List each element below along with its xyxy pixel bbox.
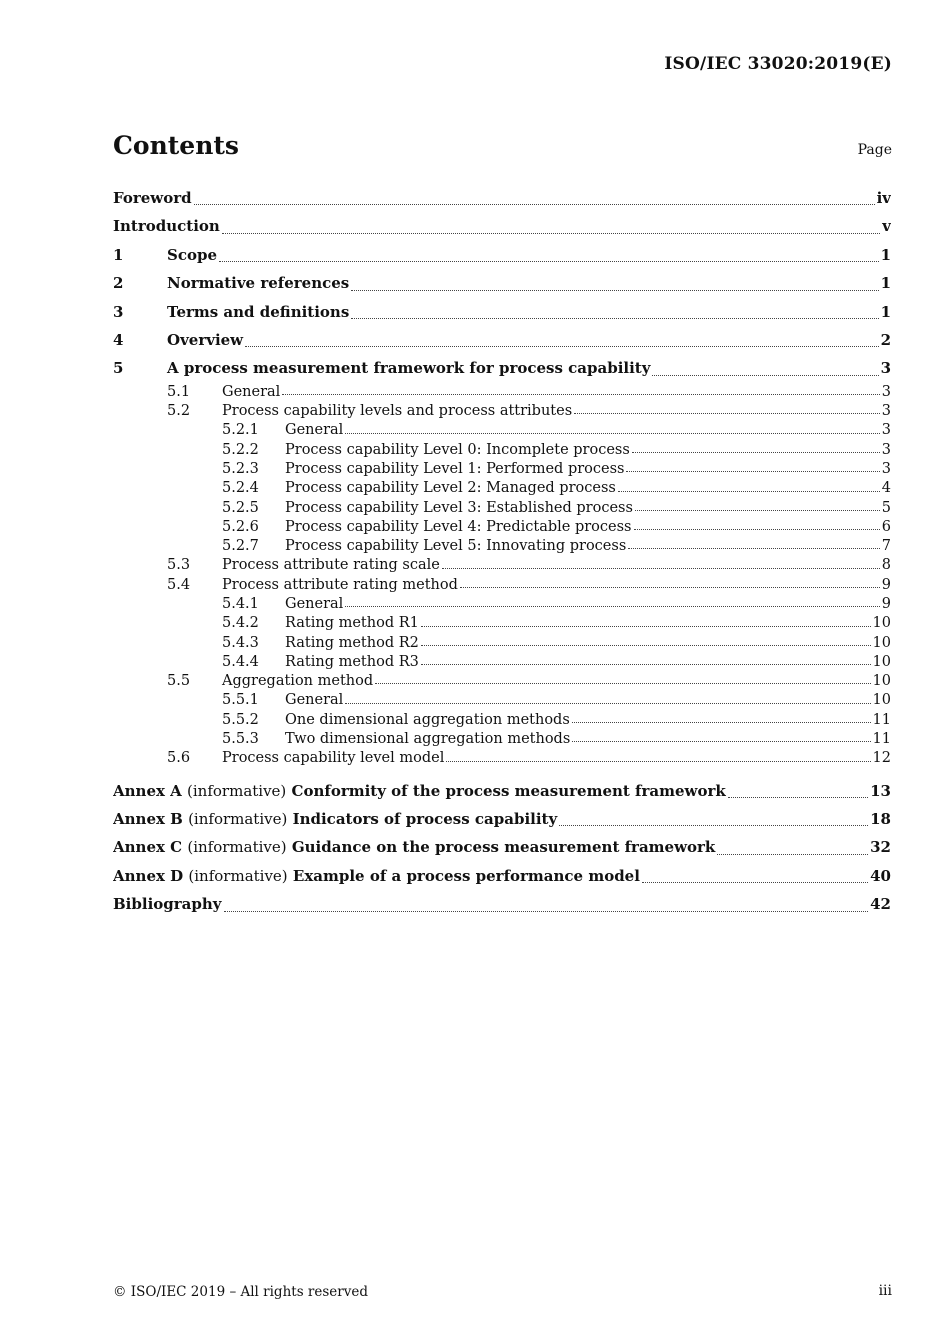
toc-entry-title: Conformity of the process measurement framework <box>291 781 726 800</box>
toc-entry[interactable] <box>113 711 891 730</box>
toc-entry-number: 5.2.5 <box>222 499 259 516</box>
toc-entry-title-group <box>113 890 222 918</box>
dot-leader <box>572 718 871 723</box>
toc-entry-page: 6 <box>881 518 891 535</box>
toc-entry-title-group <box>113 184 192 212</box>
toc-entry[interactable] <box>113 441 891 460</box>
toc-entry-title-group <box>167 298 349 326</box>
toc-entry-title-group <box>285 595 343 614</box>
toc-entry-page: 3 <box>881 441 891 458</box>
dot-leader <box>351 286 878 291</box>
toc-entry-number: 5.4.1 <box>222 596 259 612</box>
toc-entry-number: 5.5.1 <box>222 692 259 709</box>
toc-entry-title-group <box>285 499 633 518</box>
toc-entry[interactable] <box>113 241 891 269</box>
dot-leader <box>345 699 870 704</box>
toc-entry-title-group <box>113 777 726 805</box>
toc-entry-title-group <box>167 354 650 382</box>
toc-entry-title: General <box>285 422 344 439</box>
toc-entry-page: 10 <box>872 673 891 690</box>
toc-entry-page: 1 <box>880 245 891 264</box>
toc-entry-number: 5.2.1 <box>222 422 259 439</box>
toc-entry-title-group <box>113 862 640 890</box>
toc-entry-page: 10 <box>872 692 891 709</box>
toc-entry-page: 5 <box>881 499 891 516</box>
toc-entry-number: 5.5 <box>167 673 191 690</box>
toc-entry-page: 9 <box>881 576 891 593</box>
toc-entry-title: One dimensional aggregation methods <box>285 711 570 728</box>
dot-leader <box>717 850 868 855</box>
dot-leader <box>421 622 871 627</box>
dot-leader <box>442 564 880 569</box>
toc-entry-title-group <box>285 711 570 730</box>
standard-identifier: ISO/IEC 33020:2019(E) <box>664 54 892 74</box>
toc-entry-title-group <box>285 441 630 460</box>
dot-leader <box>728 793 868 798</box>
toc-entry-page: 10 <box>872 653 891 670</box>
dot-leader <box>642 878 868 883</box>
dot-leader <box>572 737 870 742</box>
toc-entry-title-group <box>222 402 572 421</box>
toc-entry-title-group <box>285 730 570 749</box>
toc-entry-title: A process measurement framework for process capability <box>167 359 651 378</box>
dot-leader <box>626 467 879 472</box>
toc-entry-number: 2 <box>113 274 124 293</box>
dot-leader <box>421 641 871 646</box>
copyright-notice: © ISO/IEC 2019 – All rights reserved <box>113 1284 368 1300</box>
toc-entry-page: 11 <box>872 731 891 748</box>
dot-leader <box>446 757 870 762</box>
toc-entry-page: 1 <box>880 274 891 293</box>
toc-entry[interactable] <box>113 672 891 691</box>
toc-entry-number: 5.4 <box>167 576 191 593</box>
table-of-contents <box>113 184 891 919</box>
toc-entry-title-group <box>222 749 444 768</box>
dot-leader <box>224 907 869 912</box>
toc-entry-number: 3 <box>113 302 124 321</box>
toc-entry[interactable] <box>113 862 891 890</box>
toc-entry-page: 3 <box>881 422 891 439</box>
toc-entry-title-group <box>113 212 220 240</box>
toc-entry[interactable] <box>113 653 891 672</box>
toc-entry-page: 10 <box>872 634 891 651</box>
toc-entry-page: 3 <box>881 383 891 400</box>
toc-entry-title-group <box>285 518 632 537</box>
toc-entry-title: Indicators of process capability <box>292 810 558 829</box>
toc-entry[interactable] <box>113 518 891 537</box>
toc-entry[interactable] <box>113 269 891 297</box>
dot-leader <box>574 409 880 414</box>
toc-entry-title: Terms and definitions <box>167 302 350 321</box>
toc-entry-number: 5.2.3 <box>222 460 259 477</box>
toc-entry-title: Foreword <box>113 189 192 207</box>
toc-entry-title: Guidance on the process measurement framework <box>291 838 716 857</box>
toc-entry-number: 5.4.2 <box>222 615 259 632</box>
toc-entry-number: 5 <box>113 359 124 378</box>
toc-entry-title: Process capability Level 0: Incomplete process <box>285 441 630 458</box>
toc-entry-title-group <box>167 241 217 269</box>
toc-entry[interactable] <box>113 614 891 633</box>
toc-entry-title: Process capability Level 5: Innovating process <box>285 538 627 555</box>
toc-entry[interactable] <box>113 421 891 440</box>
toc-entry-number: 5.2.6 <box>222 518 259 535</box>
toc-entry-title: Introduction <box>113 217 220 236</box>
toc-entry-title: Bibliography <box>113 895 222 914</box>
toc-entry-number: 5.2.7 <box>222 538 259 555</box>
toc-entry-title-group <box>222 672 373 691</box>
toc-entry-title-group <box>285 614 419 633</box>
toc-entry[interactable] <box>113 556 891 575</box>
toc-entry-title: Process capability levels and process attributes <box>222 403 573 420</box>
dot-leader <box>618 487 880 492</box>
dot-leader <box>460 583 880 588</box>
toc-entry-page: 3 <box>881 460 891 477</box>
toc-entry-title: Example of a process performance model <box>292 866 640 885</box>
toc-entry-title: Rating method R3 <box>285 653 419 670</box>
dot-leader <box>219 257 879 262</box>
toc-entry-title-group <box>285 460 624 479</box>
toc-entry-title-group <box>113 805 557 833</box>
toc-entry-title: Process capability Level 4: Predictable process <box>285 518 632 535</box>
annex-qualifier: (informative) <box>187 781 287 800</box>
toc-entry-title: Process capability Level 1: Performed process <box>285 460 625 477</box>
toc-entry[interactable] <box>113 298 891 326</box>
toc-entry-number: 5.2.4 <box>222 480 259 497</box>
toc-entry-number: 4 <box>113 330 124 349</box>
toc-entry-title: Scope <box>167 245 218 264</box>
toc-entry-number: 5.5.3 <box>222 731 259 748</box>
toc-entry[interactable] <box>113 833 891 861</box>
dot-leader <box>559 821 868 826</box>
toc-entry-title-group <box>285 691 343 710</box>
contents-heading: Contents <box>113 131 240 160</box>
toc-entry-page: 8 <box>881 557 891 574</box>
page-number: iii <box>878 1283 892 1299</box>
toc-entry-title: Rating method R1 <box>285 615 419 632</box>
toc-entry-title-group <box>285 634 419 653</box>
toc-entry[interactable] <box>113 537 891 556</box>
annex-label: Annex A <box>113 781 182 800</box>
toc-entry-page: 12 <box>872 750 891 767</box>
toc-entry-title: Two dimensional aggregation methods <box>285 731 571 748</box>
toc-entry-number: 5.2 <box>167 403 191 420</box>
dot-leader <box>421 660 871 665</box>
toc-entry-title-group <box>222 576 458 595</box>
annex-qualifier: (informative) <box>187 838 287 857</box>
toc-entry-title-group <box>285 537 626 556</box>
toc-entry[interactable] <box>113 730 891 749</box>
toc-entry-title: Rating method R2 <box>285 634 419 651</box>
toc-entry[interactable] <box>113 460 891 479</box>
toc-entry-page: v <box>882 217 891 236</box>
toc-entry-page: 18 <box>870 810 891 829</box>
toc-entry[interactable] <box>113 326 891 354</box>
toc-entry-page: 7 <box>881 538 891 555</box>
toc-entry-number: 5.4.3 <box>222 634 259 651</box>
toc-entry-page: 13 <box>870 781 891 800</box>
toc-entry-page: 4 <box>881 480 891 497</box>
dot-leader <box>351 314 878 319</box>
dot-leader <box>632 448 880 453</box>
toc-entry-page: 11 <box>872 711 891 728</box>
toc-entry[interactable] <box>113 212 891 240</box>
toc-entry-number: 5.1 <box>167 383 191 400</box>
toc-entry-page: 1 <box>880 302 891 321</box>
page-column-label: Page <box>857 142 892 158</box>
toc-entry-title: Process capability Level 3: Established process <box>285 499 633 516</box>
toc-entry-title-group <box>167 269 349 297</box>
toc-entry-title: General <box>222 383 281 400</box>
toc-entry[interactable] <box>113 634 891 653</box>
annex-label: Annex C <box>113 838 183 857</box>
toc-entry-title-group <box>285 653 419 672</box>
toc-entry-title: Normative references <box>167 274 350 293</box>
toc-entry[interactable] <box>113 499 891 518</box>
toc-entry[interactable] <box>113 479 891 498</box>
toc-entry-page: 40 <box>870 866 891 885</box>
toc-entry-page: 10 <box>872 615 891 632</box>
toc-entry[interactable] <box>113 184 891 212</box>
dot-leader <box>628 544 879 549</box>
toc-entry-number: 1 <box>113 245 124 264</box>
toc-entry-title: Process attribute rating method <box>222 576 458 593</box>
dot-leader <box>345 602 879 607</box>
toc-entry[interactable] <box>113 777 891 805</box>
toc-entry[interactable] <box>113 354 891 382</box>
toc-entry-title: Aggregation method <box>222 673 374 690</box>
dot-leader <box>245 342 878 347</box>
toc-entry-title-group <box>222 556 440 575</box>
toc-entry-title-group <box>113 833 715 861</box>
toc-entry[interactable] <box>113 749 891 768</box>
toc-entry-title-group <box>285 421 343 440</box>
toc-entry-title: Process capability Level 2: Managed process <box>285 480 616 497</box>
toc-entry-page: 3 <box>881 403 891 420</box>
toc-entry-page: 2 <box>880 330 891 349</box>
toc-entry-title-group <box>285 479 616 498</box>
toc-entry[interactable] <box>113 402 891 421</box>
toc-entry-number: 5.3 <box>167 557 191 574</box>
toc-entry-page: 9 <box>881 596 891 612</box>
toc-entry[interactable] <box>113 890 891 918</box>
toc-entry-page: 42 <box>870 895 891 914</box>
toc-entry-title-group <box>167 326 243 354</box>
dot-leader <box>345 429 879 434</box>
toc-entry[interactable] <box>113 805 891 833</box>
toc-entry-number: 5.5.2 <box>222 711 259 728</box>
toc-entry-page: 3 <box>880 359 891 378</box>
toc-entry[interactable] <box>113 691 891 710</box>
dot-leader <box>194 200 875 205</box>
toc-entry-page: iv <box>876 189 891 207</box>
toc-entry-title-group <box>222 383 280 402</box>
toc-entry-number: 5.6 <box>167 750 191 767</box>
dot-leader <box>222 229 880 234</box>
dot-leader <box>635 506 880 511</box>
toc-entry-title: Process attribute rating scale <box>222 557 440 574</box>
toc-entry-page: 32 <box>870 838 891 857</box>
annex-qualifier: (informative) <box>188 810 288 829</box>
dot-leader <box>634 525 880 530</box>
toc-entry-number: 5.4.4 <box>222 653 259 670</box>
annex-label: Annex D <box>113 866 184 885</box>
dot-leader <box>375 679 870 684</box>
toc-entry[interactable] <box>113 383 891 402</box>
dot-leader <box>652 371 878 376</box>
toc-entry-title: General <box>285 596 344 612</box>
toc-entry-title: General <box>285 692 344 709</box>
annex-label: Annex B <box>113 810 183 829</box>
dot-leader <box>282 390 879 395</box>
toc-entry-number: 5.2.2 <box>222 441 259 458</box>
toc-entry-title: Process capability level model <box>222 750 445 767</box>
toc-entry[interactable] <box>113 595 891 614</box>
annex-qualifier: (informative) <box>188 866 288 885</box>
toc-entry[interactable] <box>113 576 891 595</box>
toc-entry-title: Overview <box>167 330 244 349</box>
